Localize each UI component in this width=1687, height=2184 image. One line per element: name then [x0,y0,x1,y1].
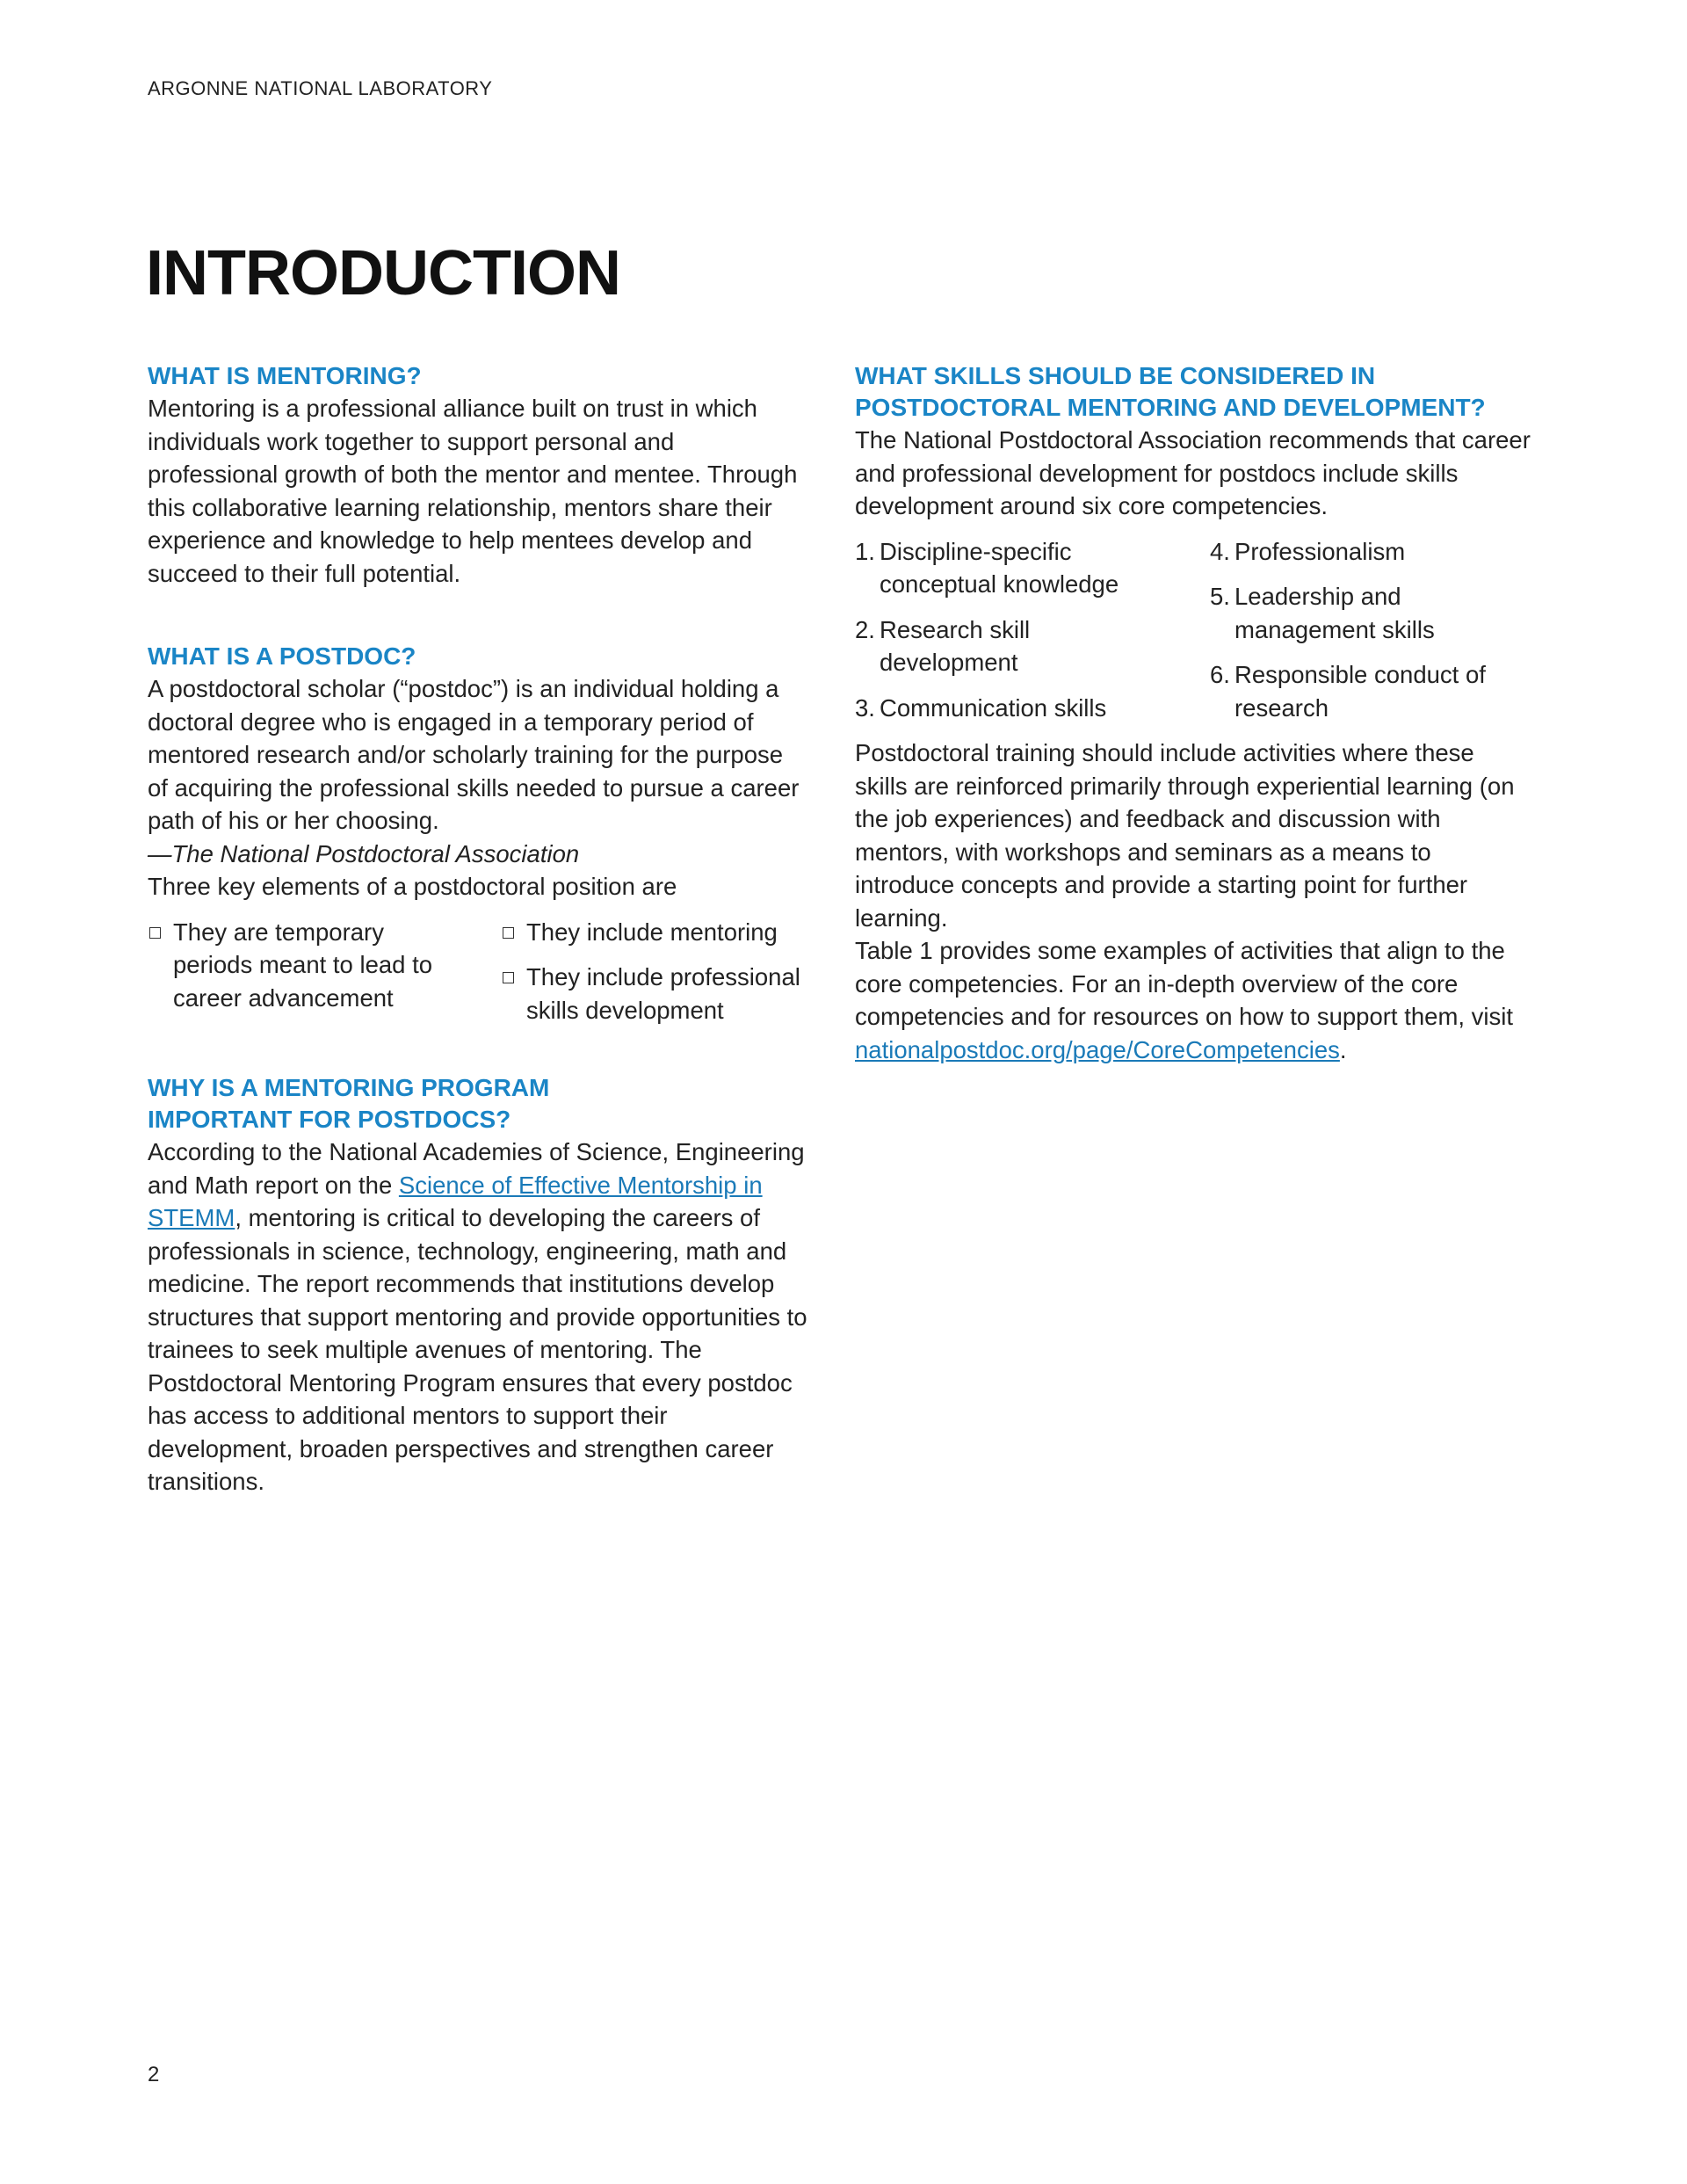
program-heading-line1: WHY IS A MENTORING PROGRAM [148,1074,550,1101]
right-column [855,360,1540,1066]
postdoc-elements-intro: Three key elements of a postdoctoral position are [148,873,677,900]
list-item [855,613,1101,679]
list-item-number: 3. [855,693,875,722]
list-item [501,916,835,949]
list-item [855,692,1210,725]
core-competencies-link[interactable]: nationalpostdoc.org/page/CoreCompetencies [855,1035,1340,1063]
list-item-number: 1. [855,537,875,565]
list-item-number: 5. [1210,583,1230,610]
skills-table-body [855,934,1531,1066]
skills-heading-line2: POSTDOCTORAL MENTORING AND DEVELOPMENT? [855,394,1486,421]
list-item [148,916,464,1015]
list-item-number: 6. [1210,661,1230,688]
checkbox-square-icon [149,927,161,939]
page-title: INTRODUCTION [146,238,620,308]
checkbox-square-icon [503,927,514,939]
page-number: 2 [148,2063,160,2086]
list-item-label: Leadership and management skills [1234,583,1435,643]
list-item-label: Research skill development [880,615,1031,676]
section-what-is-postdoc [148,641,824,1039]
program-body-after: , mentoring is critical to developing the careers of professionals in science, technology, engineering, math and medicine. The report recommends that institutions develop structures that support mentoring and provide opportunities to trainees to seek multiple avenues of mentoring. The Postdoctoral Mentoring Program ensures that every postdoc has access to additional mentors to support their development, broaden perspectives and strengthen career transitions. [148,1204,807,1495]
skills-table-before: Table 1 provides some examples of activities that align to the core competencies. For an in-depth overview of the core competencies and for resources on how to support them, visit [855,937,1513,1030]
postdoc-heading: WHAT IS A POSTDOC? [148,642,416,670]
postdoc-attribution: —The National Postdoctoral Association [148,839,580,867]
program-body [148,1136,815,1498]
section-what-is-mentoring [148,360,824,590]
skills-intro: The National Postdoctoral Association recommends that career and professional development for postdocs include skills development around six core competencies. [855,426,1531,519]
list-item [1210,580,1473,646]
list-item-label: They include professional skills development [526,963,800,1024]
skills-heading-line1: WHAT SKILLS SHOULD BE CONSIDERED IN [855,362,1376,389]
checkbox-square-icon [503,972,514,983]
program-heading [148,1072,824,1136]
science-of-effective-mentorship-link[interactable]: Science of Effective Mentorship in STEMM [148,1171,763,1231]
list-item-number: 4. [1210,537,1230,565]
skills-heading [855,360,1540,424]
program-heading-line2: IMPORTANT FOR POSTDOCS? [148,1106,511,1133]
list-item-label: Communication skills [880,693,1107,722]
list-item [1210,535,1535,569]
skills-table-after: . [1339,1035,1347,1063]
list-item-label: Responsible conduct of research [1234,661,1486,722]
postdoc-elements-list [148,916,824,1040]
program-body-before: According to the National Academies of Science, Engineering and Math report on the [148,1138,805,1199]
list-item [855,535,1154,601]
section-skills [855,360,1540,1066]
postdoc-body: A postdoctoral scholar (“postdoc”) is an individual holding a doctoral degree who is engaged in a temporary period of mentored research and/or scholarly training for the purpose of acquiring the professional skills needed to pursue a career path of his or her choosing. [148,675,800,834]
left-column [148,360,824,1498]
list-item-number: 2. [855,615,875,643]
list-item-label: They include mentoring [526,918,778,946]
section-why-mentoring-program [148,1072,824,1498]
header-org-label: ARGONNE NATIONAL LABORATORY [148,77,493,99]
skills-training-body: Postdoctoral training should include activities where these skills are reinforced primarily through experiential learning (on the job experiences) and feedback and discussion with mentors, with workshops and seminars as a means to introduce concepts and provide a starting point for further learning. [855,739,1515,932]
list-item-label: Professionalism [1234,537,1406,565]
list-item [1210,658,1491,724]
list-item [501,961,835,1027]
mentoring-heading: WHAT IS MENTORING? [148,362,422,389]
mentoring-body: Mentoring is a professional alliance built on trust in which individuals work together to support personal and professional growth of both the mentor and mentee. Through this collaborative learning relationship, mentors share their experience and knowledge to help mentees develop and succeed to their full potential. [148,395,798,587]
list-item-label: They are temporary periods meant to lead to career advancement [173,918,433,1012]
competencies-list [855,535,1540,737]
list-item-label: Discipline-specific conceptual knowledge [880,537,1119,598]
